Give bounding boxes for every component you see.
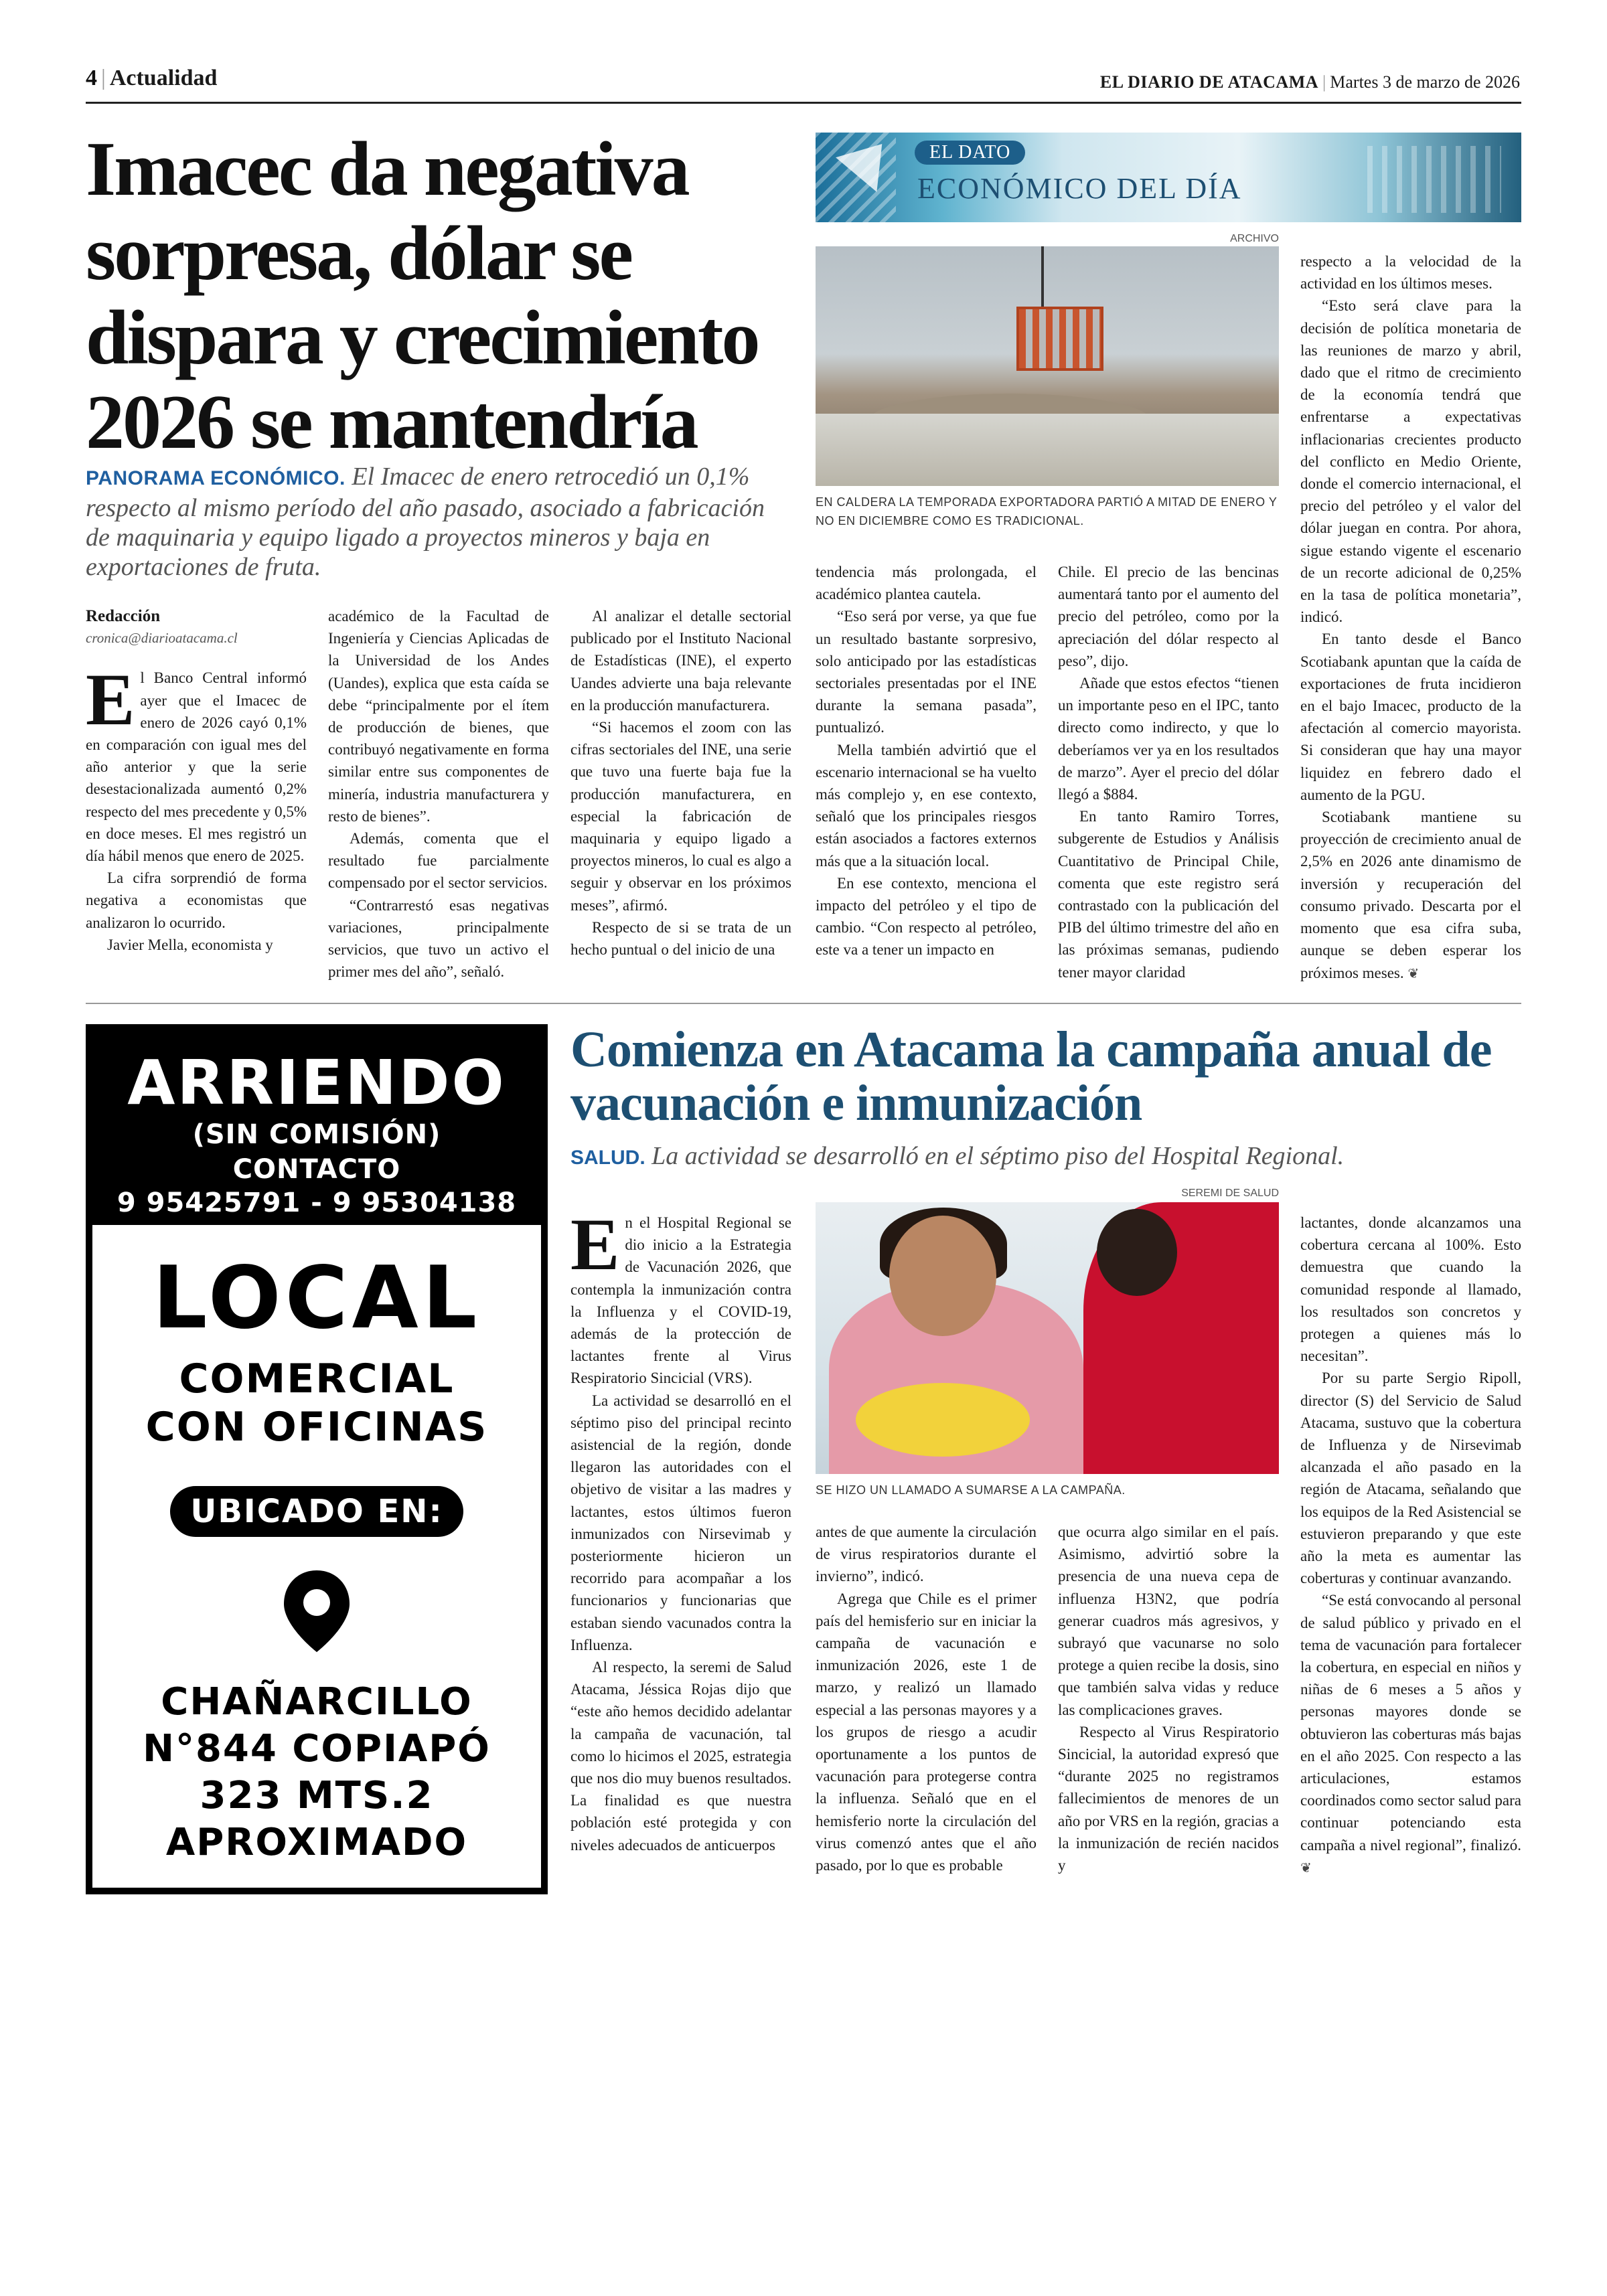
paragraph: lactantes, donde alcanzamos una cobertura cercana al 100%. Esto demuestra que cuando la comunidad responde al llamado, los resultados son concretos y protegen a quienes más lo necesitan”. [1300,1214,1521,1365]
paragraph: “Se está convocando al personal de salud público y privado en el tema de vacunación para fortalecer la cobertura, en especial en niños y niñas de 6 meses a 5 años y personas mayores donde se obtuvieron las coberturas más bajas en el año 2025. Con respecto a las articulaciones, estamos coordinados como sector salud para continuar potenciando esta campaña a nivel regional”, finalizó. [1300,1592,1521,1854]
end-mark-icon: ❦ [1300,1859,1312,1876]
paragraph: Al analizar el detalle sectorial publicado por el Instituto Nacional de Estadísticas (INE), el experto Uandes advierte una baja relevante en la producción manufacturera. [570,608,791,714]
dato-pill: EL DATO [915,141,1025,165]
paragraph: “Si hacemos el zoom con las cifras sectoriales del INE, una serie que tuvo una fuerte baja fue la producción manufacturera, en especial la fabricación de maquinaria y equipo ligado a proyectos mineros, lo cual es algo a seguir y observar en los próximos meses”, afirmó. [570,719,791,914]
article-column [1058,561,1279,983]
ad-address-line: N°844 COPIAPÓ [143,1727,491,1771]
paragraph: académico de la Facultad de Ingeniería y Ciencias Aplicadas de la Universidad de los Andes (Uandes), explica que esta caída se debe “principalmente por el ítem de producción de bienes, que contribuyó negativamente en forma similar entre sus componentes de minería, industria manufacturera y resto de bienes”. [328,608,549,825]
ad-header [86,1024,548,1225]
header-rule [86,102,1521,104]
paragraph: En tanto desde el Banco Scotiabank apuntan que la caída de exportaciones de fruta incidieron en el bajo Imacec, producto de la afectación al comercio mayorista. Si consideran que hay una mayor liquidez en febrero dado el aumento de la PGU. [1300,631,1521,803]
newspaper-name: EL DIARIO DE ATACAMA [1099,72,1319,92]
article-column [570,605,791,961]
photo-caption: SE HIZO UN LLAMADO A SUMARSE A LA CAMPAÑA. [816,1483,1126,1497]
ad-address-line: APROXIMADO [165,1821,468,1864]
page-header-left: 4 | Actualidad [86,66,218,90]
photo-caldera-port [816,246,1279,486]
headline-imacec: Imacec da negativa sorpresa, dólar se dispara y crecimiento 2026 se mantendría [86,127,759,465]
paragraph: Añade que estos efectos “tienen un importante peso en el IPC, tanto directo como indirecto, y que lo deberíamos ver ya en los resultados de marzo”. Ayer el precio del dólar llegó a $884. [1058,675,1279,803]
paragraph: En ese contexto, menciona el impacto del petróleo y el tipo de cambio. “Con respecto al petróleo, este va a tener un impacto en [816,874,1037,959]
paragraph: que ocurra algo similar en el país. Asimismo, advirtió sobre la presencia de una nueva cepa de influenza H3N2, que podría generar cuadros más agresivos, y subrayó que vacunarse no solo protege a quien recibe la dosis, sino que también salva vidas y reduce las complicaciones graves. [1058,1524,1279,1718]
drop-cap: E [570,1204,620,1285]
photo-caption: EN CALDERA LA TEMPORADA EXPORTADORA PARTIÓ A MITAD DE ENERO Y NO EN DICIEMBRE COMO ES TRADICIONAL. [816,495,1278,527]
paragraph: Por su parte Sergio Ripoll, director (S) del Servicio de Salud Atacama, sustuvo que la cobertura de Influenza y de Nirsevimab alcanzada el año pasado en la región de Atacama, señalando que los equipos de la Red Asistencial se estuvieron preparando y que este año la meta es aumentar las coberturas y continuar avanzando. [1300,1370,1521,1587]
deck-vacunacion [570,1141,1521,1173]
ad-panel [92,1225,541,1888]
paragraph: n el Hospital Regional se dio inicio a la Estrategia de Vacunación 2026, que contempla la inmunización contra la Influenza y el COVID-19, además de la protección de lactantes frente al Virus Respiratorio Sincicial (VRS). [570,1214,791,1387]
ad-contact-label: CONTACTO [232,1154,401,1185]
ad-comercial-line: COMERCIAL [179,1356,455,1402]
deck-text: La actividad se desarrolló en el séptimo piso del Hospital Regional. [652,1142,1345,1170]
paragraph: “Esto será clave para la decisión de política monetaria de las reuniones de marzo y abril, dado que el ritmo de crecimiento de la economía tendrá que enfrentarse a expectativas inflacionarias crecientes producto del conflicto en Medio Oriente, donde el comercio internacional, el precio del petróleo y el valor del dólar juegan en contra. Por ahora, sigue estando vigente el escenario de un recorte adicional de 0,25% en la tasa de política monetaria”, indicó. [1300,297,1521,626]
article-column [1058,1521,1279,1876]
article-column [1300,250,1521,985]
ad-local: LOCAL [152,1248,481,1348]
article-column [328,605,549,983]
ad-address [92,1679,541,1866]
paragraph: Mella también advirtió que el escenario internacional se ha vuelto más complejo y, en ese contexto, señaló que los principales riesgos están asociados a factores externos más que a la situación local. [816,741,1037,870]
article-column [86,605,307,956]
section-name: Actualidad [109,66,218,90]
page-header-right: EL DIARIO DE ATACAMA | Martes 3 de marzo de 2026 [1099,72,1520,92]
paragraph: Además, comenta que el resultado fue parcialmente compensado por el sector servicios. [328,830,549,892]
drop-cap: E [86,659,135,741]
paragraph: “Contrarrestó esas negativas variaciones, principalmente servicios, que tuvo un activo el primer mes del año”, señaló. [328,896,549,981]
photo-vaccination [816,1202,1279,1474]
byline: Redacción [86,607,161,625]
paragraph: Chile. El precio de las bencinas aumentará tanto por el aumento del precio del petróleo, como por la apreciación del dólar respecto al peso”, dijo. [1058,564,1279,669]
paragraph: antes de que aumente la circulación de virus respiratorios durante el invierno”, indicó. [816,1524,1037,1585]
ad-comercial [92,1355,541,1451]
dato-economico-banner [816,133,1521,222]
photo-credit: ARCHIVO [1230,233,1279,244]
paragraph: En tanto Ramiro Torres, subgerente de Estudios y Análisis Cuantitativo de Principal Chile, comenta que este registro será contrastado con la publicación del PIB del último trimestre del año en las próximas semanas, pudiendo tener mayor claridad [1058,808,1279,981]
dato-title: ECONÓMICO DEL DÍA [917,172,1242,205]
paragraph: La actividad se desarrolló en el séptimo piso del principal recinto asistencial de la región, donde llegaron las autoridades con el objetivo de visitar a las madres y lactantes, estos últimos fueron inmunizados con Nirsevimab y posteriormente hicieron un recorrido para acompañar a los funcionarios y funcionarias que estaban siendo vacunados contra la Influenza. [570,1392,791,1653]
ad-ubicado-pill: UBICADO EN: [170,1486,463,1537]
ad-comercial-line: CON OFICINAS [145,1404,488,1451]
classified-ad [86,1024,548,1894]
ad-phones: 9 95425791 - 9 95304138 [117,1187,517,1218]
article-column [816,561,1037,961]
section-divider [86,1003,1521,1004]
end-mark-icon: ❦ [1407,965,1420,981]
paragraph: La cifra sorprendió de forma negativa a economistas que analizaron lo ocurrido. [86,870,307,931]
ad-subtitle: (SIN COMISIÓN) [192,1119,441,1150]
article-column [816,1521,1037,1876]
headline-vacunacion: Comienza en Atacama la campaña anual de vacunación e inmunización [570,1021,1492,1131]
issue-date: Martes 3 de marzo de 2026 [1330,72,1520,92]
page-number: 4 [86,66,97,90]
paragraph: l Banco Central informó ayer que el Imacec de enero de 2026 cayó 0,1% en comparación con igual mes del año anterior y que la serie desestacionalizada aumentó 0,2% respecto del mes precedente y 0,5% en doce meses. El mes registró un día hábil menos que enero de 2025. [86,669,307,865]
article-column [570,1204,791,1856]
paragraph: “Eso será por verse, ya que fue un resultado bastante sorpresivo, solo anticipado por las estadísticas sectoriales presentadas por el INE durante la semana pasada”, puntualizó. [816,608,1037,736]
byline-email: cronica@diarioatacama.cl [86,630,238,647]
photo-credit: SEREMI DE SALUD [1181,1187,1279,1199]
deck-text: El Imacec de enero retrocedió un 0,1% respecto al mismo período del año pasado, asociado a fabricación de maquinaria y equipo ligado a proyectos mineros y baja en exportaciones de fruta. [86,463,765,581]
paragraph: tendencia más prolongada, el académico plantea cautela. [816,564,1037,603]
location-pin-icon [280,1568,354,1655]
paragraph: Agrega que Chile es el primer país del hemisferio sur en iniciar la campaña de vacunación e inmunización 2026, este 1 de marzo, y realizó un llamado especial a las personas mayores y a los grupos de riesgo a acudir oportunamente a los puntos de vacunación para protegerse contra la influenza. Señaló que en el hemisferio norte la circulación del virus comenzó antes que el año pasado, por lo que es probable [816,1590,1037,1874]
ad-title: ARRIENDO [127,1047,506,1119]
deck-imacec [86,462,782,582]
article-column [1300,1212,1521,1879]
paragraph: Respecto al Virus Respiratorio Sincicial, la autoridad expresó que “durante 2025 no registramos fallecimientos de menores de un año por VRS en la región, gracias a la inmunización de recién nacidos y [1058,1723,1279,1874]
paragraph: Respecto de si se trata de un hecho puntual o del inicio de una [570,918,791,959]
kicker-panorama: PANORAMA ECONÓMICO. [86,467,346,489]
paragraph: respecto a la velocidad de la actividad en los últimos meses. [1300,253,1521,293]
paragraph: Javier Mella, economista y [107,936,273,953]
paragraph: Al respecto, la seremi de Salud Atacama, Jéssica Rojas dijo que “este año hemos decidido adelantar la campaña de vacunación, tal como lo hicimos el 2025, estrategia que nos dio muy buenos resultados. La finalidad es que nuestra población esté protegida y con niveles adecuados de anticuerpos [570,1659,791,1854]
kicker-salud: SALUD. [570,1147,645,1169]
ad-address-line: CHAÑARCILLO [161,1680,473,1724]
paragraph: Scotiabank mantiene su proyección de crecimiento anual de 2,5% en 2026 ante dinamismo de inversión y recuperación del consumo privado. Descarta por el momento que esa cifra suba, aunque se deben esperar los próximos meses. [1300,809,1521,981]
ad-address-line: 323 MTS.2 [200,1774,434,1817]
